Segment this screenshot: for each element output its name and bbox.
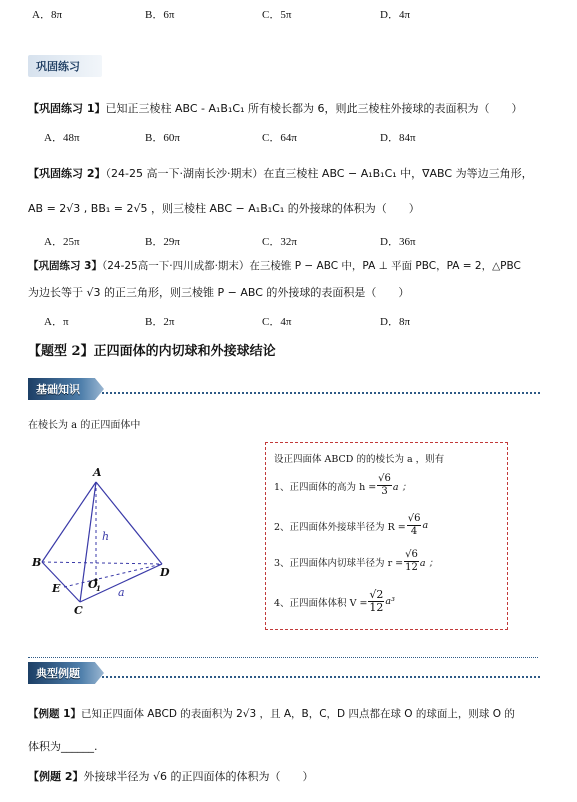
label-c: C	[74, 604, 83, 617]
section-badge-label: 典型例题	[36, 667, 80, 680]
question-tag: 【巩固练习 2】	[28, 167, 106, 180]
formula-label: 1、正四面体的高为 h =	[274, 481, 377, 493]
option-c: C．5π	[262, 9, 292, 21]
formula-suffix: a ；	[419, 557, 439, 569]
fraction	[368, 589, 384, 614]
example-1-line-1	[28, 706, 515, 721]
option-b: B．6π	[145, 9, 175, 21]
formula-suffix: a³	[385, 596, 395, 607]
edge-ad	[96, 482, 162, 564]
q2-option-c: C．32π	[262, 236, 297, 248]
section-divider	[102, 676, 540, 678]
question-3-line-1	[28, 258, 521, 273]
formula-label: 4、正四面体体积 V =	[274, 597, 368, 609]
numerator: √6	[378, 473, 391, 484]
question-3-line-2: 为边长等于 √3 的正三角形，则三棱锥 P − ABC 的外接球的表面积是（ ）	[28, 286, 410, 299]
label-edge-a: a	[118, 586, 125, 599]
q3-option-c: C．4π	[262, 316, 292, 328]
q1-option-a: A．48π	[44, 132, 80, 144]
option-a: A．8π	[32, 9, 62, 21]
topic-title: 【题型 2】正四面体的内切球和外接球结论	[28, 344, 276, 359]
denominator: 12	[405, 562, 418, 573]
q2-option-d: D．36π	[380, 236, 416, 248]
numerator: √6	[405, 549, 418, 560]
label-o-subscript: 1	[96, 584, 101, 593]
formula-volume	[274, 589, 395, 614]
example-2	[28, 768, 313, 784]
question-text: （24-25高一下·四川成都·期末）在三棱锥 P − ABC 中，PA ⊥ 平面 PBC，PA = 2，△PBC	[101, 260, 521, 272]
denominator: 3	[381, 486, 388, 497]
numerator: √6	[407, 513, 421, 524]
label-d: D	[160, 566, 170, 579]
formula-suffix: a ；	[392, 481, 412, 493]
label-h: h	[102, 530, 110, 543]
section-badge-basic	[28, 378, 104, 400]
q1-option-d: D．84π	[380, 132, 416, 144]
section-top-divider	[28, 657, 538, 658]
section-badge-label: 巩固练习	[36, 60, 80, 73]
question-tag: 【巩固练习 3】	[28, 260, 102, 272]
fraction	[377, 473, 392, 498]
example-1-line-2: 体积为______.	[28, 740, 98, 753]
tetrahedron-figure	[30, 462, 190, 620]
question-tag: 【巩固练习 1】	[28, 102, 106, 115]
label-b: B	[32, 556, 42, 569]
intro-text: 在棱长为 a 的正四面体中	[28, 420, 141, 431]
question-2-line-1	[28, 165, 533, 181]
question-text: （24-25 高一下·湖南长沙·期末）在直三棱柱 ABC − A₁B₁C₁ 中，∇ABC 为等边三角形，	[105, 167, 533, 180]
formula-label: 3、正四面体内切球半径为 r =	[274, 557, 404, 569]
example-tag: 【例题 2】	[28, 770, 84, 783]
formula-suffix: a	[422, 520, 429, 531]
section-badge-example	[28, 662, 104, 684]
formula-inradius	[274, 549, 438, 574]
question-text: 已知正三棱柱 ABC - A₁B₁C₁ 所有棱长都为 6，则此三棱柱外接球的表面积为（ ）	[105, 102, 523, 115]
fraction	[407, 513, 422, 538]
label-o: O	[88, 578, 98, 591]
q2-option-b: B．29π	[145, 236, 180, 248]
q3-option-b: B．2π	[145, 316, 175, 328]
example-text: 外接球半径为 √6 的正四面体的体积为（ ）	[83, 770, 314, 783]
section-badge-label: 基础知识	[36, 383, 80, 396]
formula-circumradius	[274, 513, 428, 538]
section-badge-consolidate	[28, 55, 102, 77]
fraction	[404, 549, 419, 574]
median-line	[64, 564, 162, 587]
label-a: A	[93, 466, 102, 479]
formula-label: 2、正四面体外接球半径为 R =	[274, 521, 406, 533]
edge-bc	[42, 562, 80, 602]
question-1	[28, 100, 522, 116]
q3-option-a: A．π	[44, 316, 69, 328]
section-divider	[102, 392, 540, 394]
denominator: 12	[369, 601, 384, 614]
formula-box	[265, 442, 508, 630]
q1-option-b: B．60π	[145, 132, 180, 144]
example-tag: 【例题 1】	[28, 708, 81, 720]
label-e: E	[52, 582, 61, 595]
formula-height	[274, 473, 411, 498]
edge-bd-hidden	[42, 562, 162, 564]
question-2-line-2: AB = 2√3 , BB₁ = 2√5 ，则三棱柱 ABC − A₁B₁C₁ 的外接球的体积为（ ）	[28, 202, 420, 215]
example-text: 已知正四面体 ABCD 的表面积为 2√3 ，且 A，B，C，D 四点都在球 O 的球面上，则球 O 的	[80, 708, 515, 720]
box-intro: 设正四面体 ABCD 的的棱长为 a ，则有	[274, 454, 445, 465]
numerator: √2	[369, 588, 384, 601]
denominator: 4	[410, 526, 418, 537]
q3-option-d: D．8π	[380, 316, 410, 328]
edge-ab	[42, 482, 96, 562]
q2-option-a: A．25π	[44, 236, 80, 248]
q1-option-c: C．64π	[262, 132, 297, 144]
option-d: D．4π	[380, 9, 410, 21]
